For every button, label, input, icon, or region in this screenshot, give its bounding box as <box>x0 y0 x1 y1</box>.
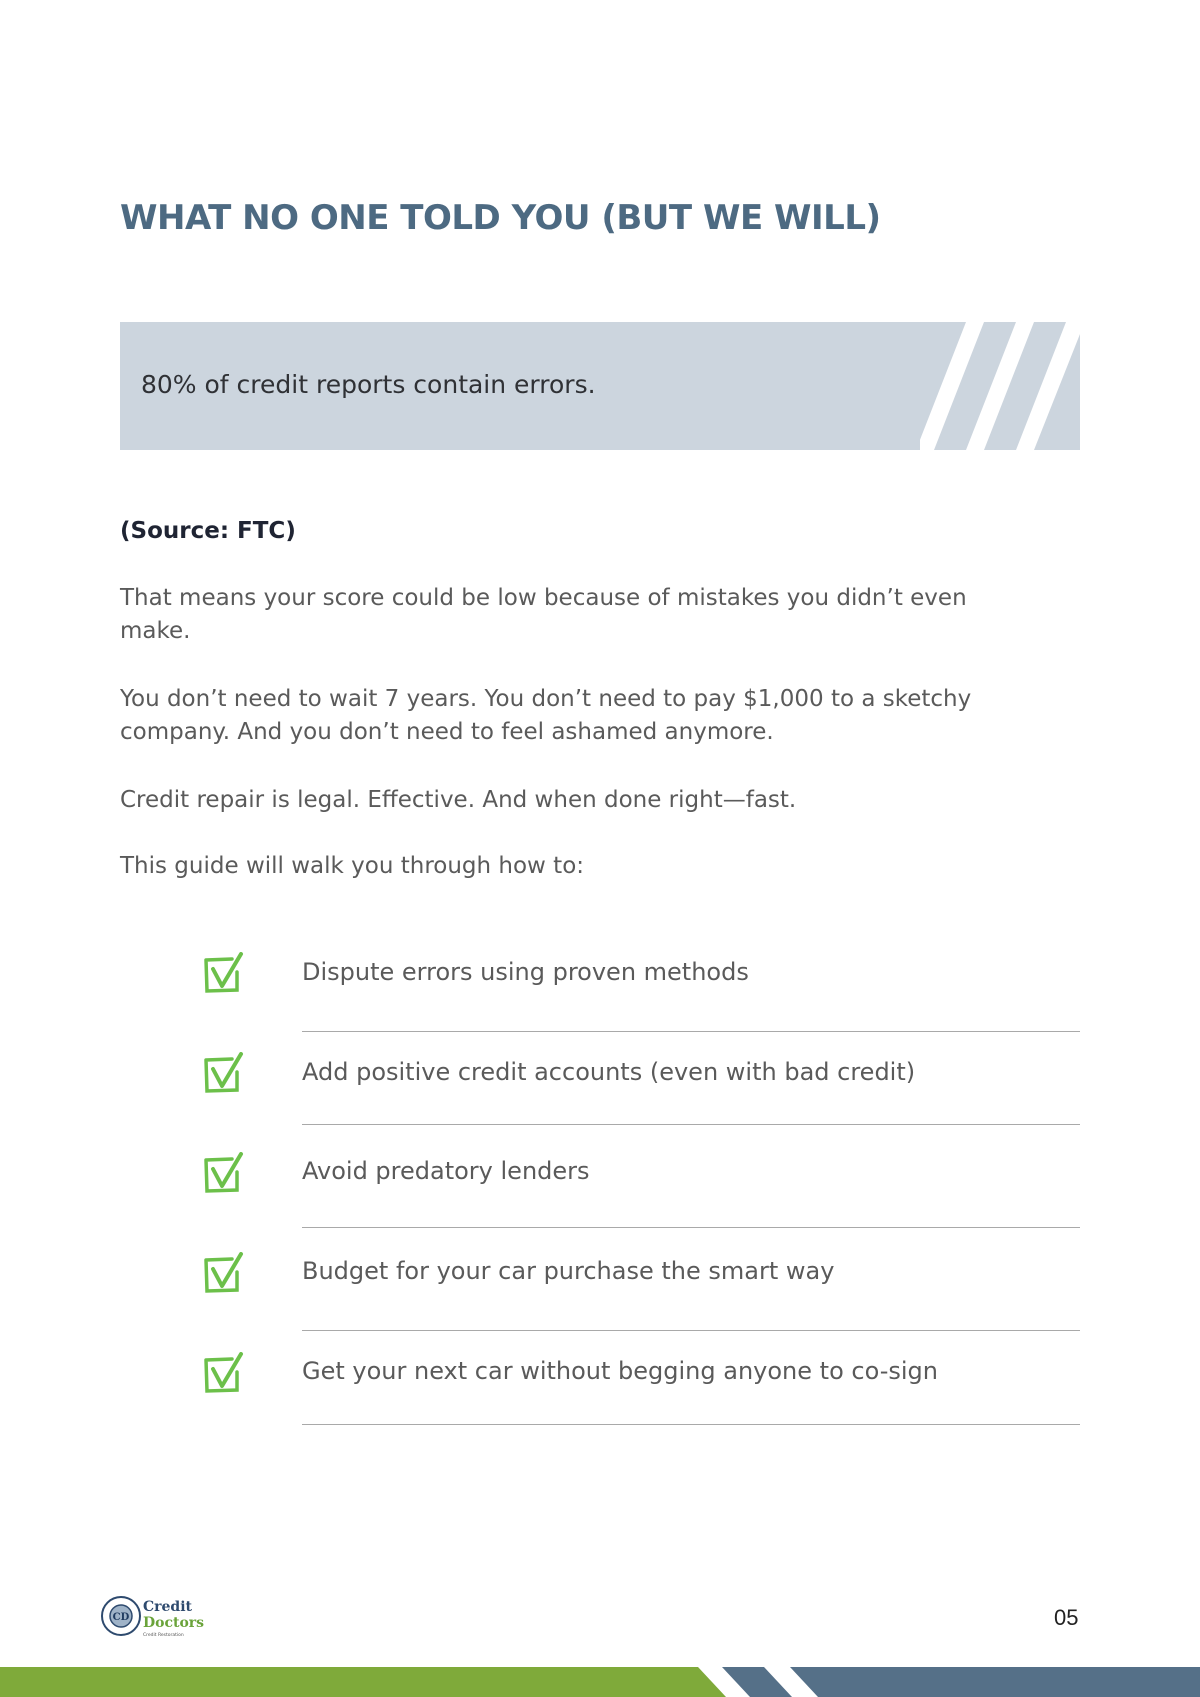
footer-band <box>0 1667 1200 1697</box>
callout-stripes <box>920 322 1080 450</box>
checklist-item: Budget for your car purchase the smart way <box>302 1257 835 1285</box>
item-divider <box>302 1424 1080 1425</box>
checkbox-check-icon <box>203 1352 245 1394</box>
item-divider <box>302 1227 1080 1228</box>
source-citation: (Source: FTC) <box>120 518 296 544</box>
paragraph-2: You don’t need to wait 7 years. You don’t need to pay $1,000 to a sketchy company. And you don’t need to feel ashamed anymore. <box>120 686 972 745</box>
checkbox-check-icon <box>203 1252 245 1294</box>
logo-monogram: CD <box>112 1612 130 1623</box>
checklist-item: Get your next car without begging anyone to co-sign <box>302 1357 938 1385</box>
paragraph-3: Credit repair is legal. Effective. And when done right—fast. <box>120 787 797 813</box>
checkbox-check-icon <box>203 1052 245 1094</box>
checklist-item: Avoid predatory lenders <box>302 1157 590 1185</box>
item-divider <box>302 1330 1080 1331</box>
paragraph-4: This guide will walk you through how to: <box>120 853 585 879</box>
callout-text: 80% of credit reports contain errors. <box>141 370 596 399</box>
logo-line1: Credit <box>143 1599 192 1615</box>
credit-doctors-logo <box>101 1594 221 1638</box>
checklist-item: Dispute errors using proven methods <box>302 958 749 986</box>
page-number: 05 <box>1054 1605 1079 1630</box>
logo-line2: Doctors <box>143 1615 205 1631</box>
logo-tagline: Credit Restoration <box>143 1633 184 1638</box>
checkbox-check-icon <box>203 952 245 994</box>
page-title: WHAT NO ONE TOLD YOU (BUT WE WILL) <box>120 198 881 238</box>
paragraph-1: That means your score could be low because of mistakes you didn’t even make. <box>120 585 967 644</box>
item-divider <box>302 1031 1080 1032</box>
checkbox-check-icon <box>203 1152 245 1194</box>
checklist-item: Add positive credit accounts (even with bad credit) <box>302 1058 916 1086</box>
stat-callout <box>120 322 1080 450</box>
item-divider <box>302 1124 1080 1125</box>
